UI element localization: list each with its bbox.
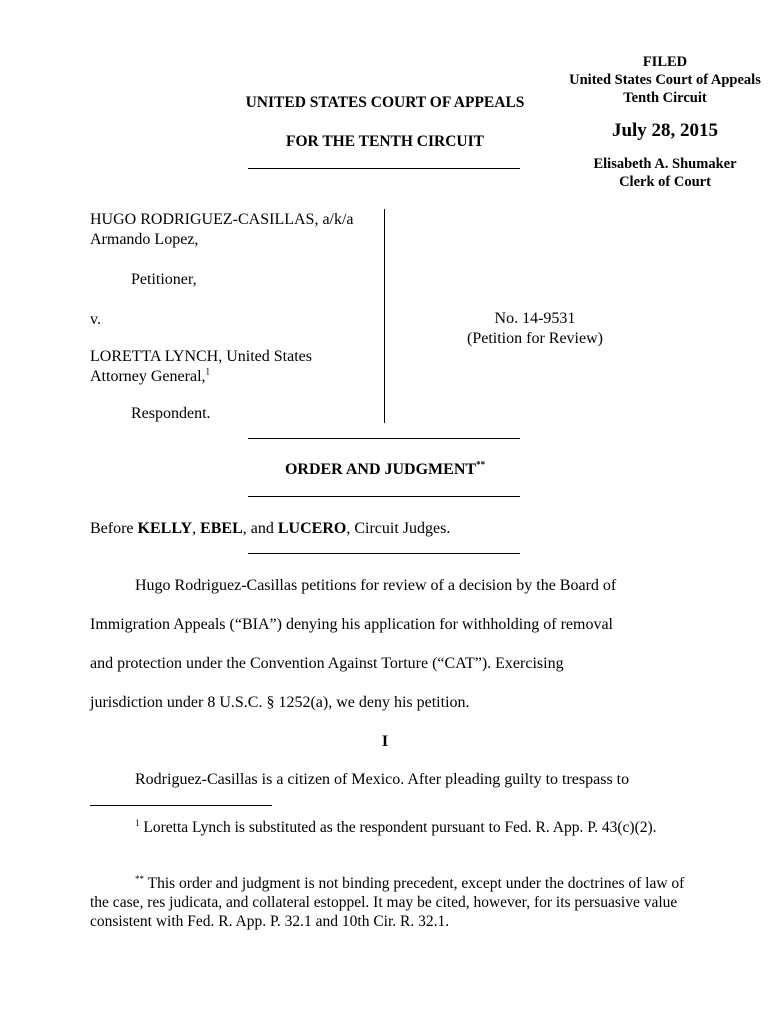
footnote-ref-1: 1 — [205, 366, 211, 377]
footnote-ref-2: ** — [476, 459, 486, 470]
footnote-1: $^1$ Loretta Lynch is substituted as the respondent pursuant to Fed. R. App. P. 43(c)(2). — [135, 817, 657, 836]
section-heading: I — [381, 733, 389, 750]
filed-circuit: Tenth Circuit — [623, 90, 707, 106]
footnote-mark-2: ** — [135, 873, 144, 884]
respondent-block — [90, 347, 312, 387]
judge-lucero: LUCERO — [277, 520, 347, 537]
paragraph-line: Immigration Appeals (“BIA”) denying his application for withholding of removal — [90, 616, 613, 633]
order-top-divider — [248, 438, 520, 439]
footnote-2: ** This order and judgment is not binding precedent, except under the doctrines of law of the case, res judicata, and collateral estoppel. It may be cited, however, for its persuasive value consistent with Fed. R. App. P. 32.1 and 10th Cir. R. 32.1. — [90, 873, 685, 930]
court-circuit: FOR THE TENTH CIRCUIT — [286, 133, 484, 150]
versus: v. — [90, 311, 101, 328]
section-first-line: Rodriguez-Casillas is a citizen of Mexico. After pleading guilty to trespass to — [135, 771, 630, 788]
clerk-name: Elisabeth A. Shumaker — [593, 156, 737, 172]
clerk-title: Clerk of Court — [619, 174, 711, 190]
filed-stamp — [540, 53, 770, 191]
court-name: UNITED STATES COURT OF APPEALS — [245, 94, 525, 111]
panel-line: Before KELLY, EBEL, and LUCERO, Circuit Judges. — [90, 520, 451, 537]
petitioner-block — [90, 210, 354, 250]
petitioner-role: Petitioner, — [131, 271, 197, 288]
petitioner-alias: Armando Lopez, — [90, 231, 199, 248]
paragraph-line: jurisdiction under 8 U.S.C. § 1252(a), we deny his petition. — [90, 694, 470, 711]
heading-divider — [248, 168, 520, 169]
respondent-name: LORETTA LYNCH, United States — [90, 348, 312, 365]
footnote-divider — [90, 805, 272, 806]
panel-divider — [248, 553, 520, 554]
filed-date: July 28, 2015 — [611, 120, 719, 141]
order-bottom-divider — [248, 496, 520, 497]
petitioner-name: HUGO RODRIGUEZ-CASILLAS, a/k/a — [90, 211, 354, 228]
filed-court-name: United States Court of Appeals — [569, 72, 761, 88]
respondent-title: Attorney General,$^1$ — [90, 366, 211, 385]
respondent-role: Respondent. — [131, 405, 211, 422]
case-number: No. 14-9531 — [494, 310, 576, 327]
filed-label: FILED — [642, 54, 688, 70]
judge-kelly: KELLY — [137, 520, 193, 537]
case-info — [440, 309, 630, 349]
paragraph-line: Hugo Rodriguez-Casillas petitions for review of a decision by the Board of — [135, 577, 617, 594]
judge-ebel: EBEL — [200, 520, 243, 537]
paragraph-line: and protection under the Convention Against Torture (“CAT”). Exercising — [90, 655, 564, 672]
order-title: ORDER AND JUDGMENT** — [284, 459, 486, 478]
caption-divider — [384, 209, 385, 423]
footnote-mark-1: 1 — [135, 817, 140, 828]
case-type: (Petition for Review) — [467, 330, 603, 347]
